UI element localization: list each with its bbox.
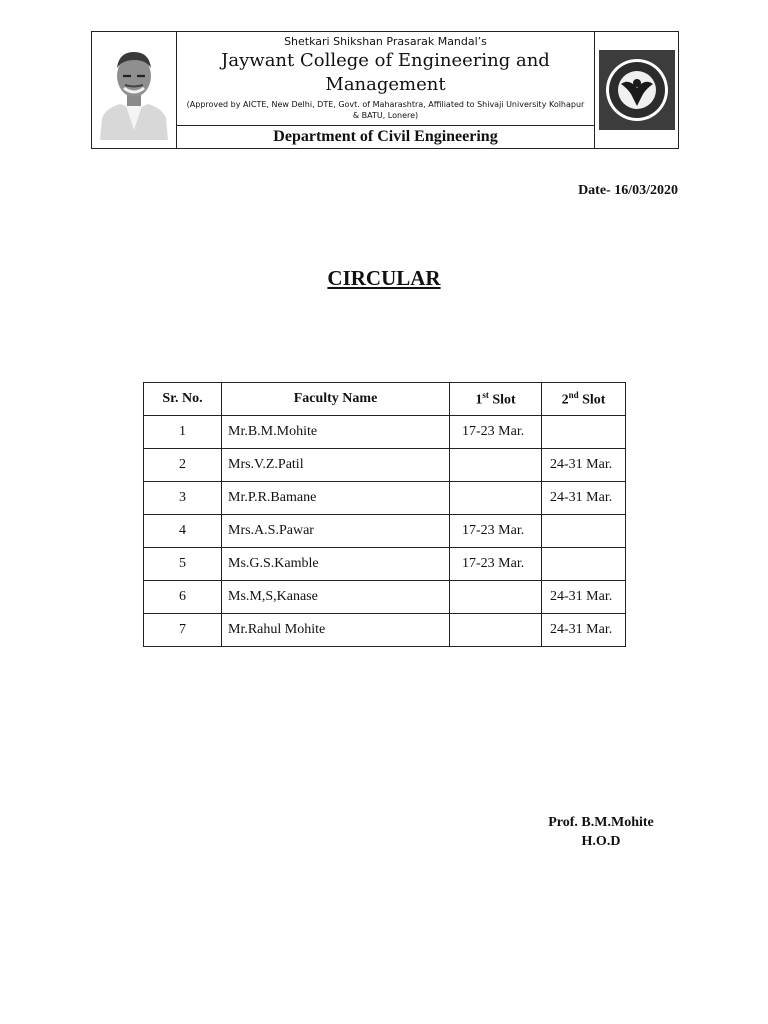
cell-slot-2 — [542, 548, 626, 581]
cell-faculty-name: Ms.M,S,Kanase — [222, 581, 450, 614]
table-row — [144, 581, 626, 614]
signatory-name: Prof. B.M.Mohite — [548, 815, 654, 830]
letterhead — [91, 31, 679, 149]
cell-slot-1: 17-23 Mar. — [450, 515, 542, 548]
cell-slot-1: 17-23 Mar. — [450, 416, 542, 449]
table-row — [144, 515, 626, 548]
circular-title: CIRCULAR — [327, 266, 441, 290]
cell-slot-2: 24-31 Mar. — [542, 482, 626, 515]
cell-sr-no: 7 — [144, 614, 222, 647]
signature-block — [530, 813, 672, 851]
cell-slot-2: 24-31 Mar. — [542, 614, 626, 647]
department-name: Department of Civil Engineering — [177, 125, 594, 148]
cell-faculty-name: Mrs.V.Z.Patil — [222, 449, 450, 482]
founder-photo-cell — [92, 32, 177, 148]
cell-sr-no: 5 — [144, 548, 222, 581]
cell-faculty-name: Mr.Rahul Mohite — [222, 614, 450, 647]
header-slot-1: 1st Slot — [450, 383, 542, 416]
cell-slot-2 — [542, 416, 626, 449]
cell-slot-2: 24-31 Mar. — [542, 449, 626, 482]
college-logo-cell — [594, 32, 678, 148]
cell-sr-no: 2 — [144, 449, 222, 482]
cell-sr-no: 1 — [144, 416, 222, 449]
cell-slot-1 — [450, 581, 542, 614]
header-sr-no: Sr. No. — [144, 383, 222, 416]
cell-sr-no: 3 — [144, 482, 222, 515]
cell-slot-1: 17-23 Mar. — [450, 548, 542, 581]
founder-portrait-icon — [96, 40, 172, 140]
college-emblem-icon — [599, 50, 675, 130]
cell-slot-2: 24-31 Mar. — [542, 581, 626, 614]
cell-sr-no: 6 — [144, 581, 222, 614]
college-name-line2: Management — [325, 74, 446, 95]
header-faculty-name: Faculty Name — [222, 383, 450, 416]
society-name: Shetkari Shikshan Prasarak Mandal’s — [284, 35, 487, 48]
approval-text: (Approved by AICTE, New Delhi, DTE, Govt. of Maharashtra, Affiliated to Shivaji University Kolhapur & BATU, Lonere) — [186, 100, 585, 120]
cell-faculty-name: Mr.P.R.Bamane — [222, 482, 450, 515]
cell-faculty-name: Ms.G.S.Kamble — [222, 548, 450, 581]
cell-faculty-name: Mrs.A.S.Pawar — [222, 515, 450, 548]
cell-sr-no: 4 — [144, 515, 222, 548]
circular-date: Date- 16/03/2020 — [578, 183, 678, 198]
table-row — [144, 548, 626, 581]
header-slot-2: 2nd Slot — [542, 383, 626, 416]
cell-slot-2 — [542, 515, 626, 548]
table-row — [144, 449, 626, 482]
cell-faculty-name: Mr.B.M.Mohite — [222, 416, 450, 449]
table-row — [144, 614, 626, 647]
table-row — [144, 416, 626, 449]
table-row — [144, 482, 626, 515]
cell-slot-1 — [450, 449, 542, 482]
table-header-row — [144, 383, 626, 416]
signatory-designation: H.O.D — [581, 834, 621, 849]
college-name-line1: Jaywant College of Engineering and — [221, 50, 550, 71]
cell-slot-1 — [450, 482, 542, 515]
letterhead-text — [177, 32, 594, 148]
faculty-slot-table — [143, 382, 626, 647]
cell-slot-1 — [450, 614, 542, 647]
